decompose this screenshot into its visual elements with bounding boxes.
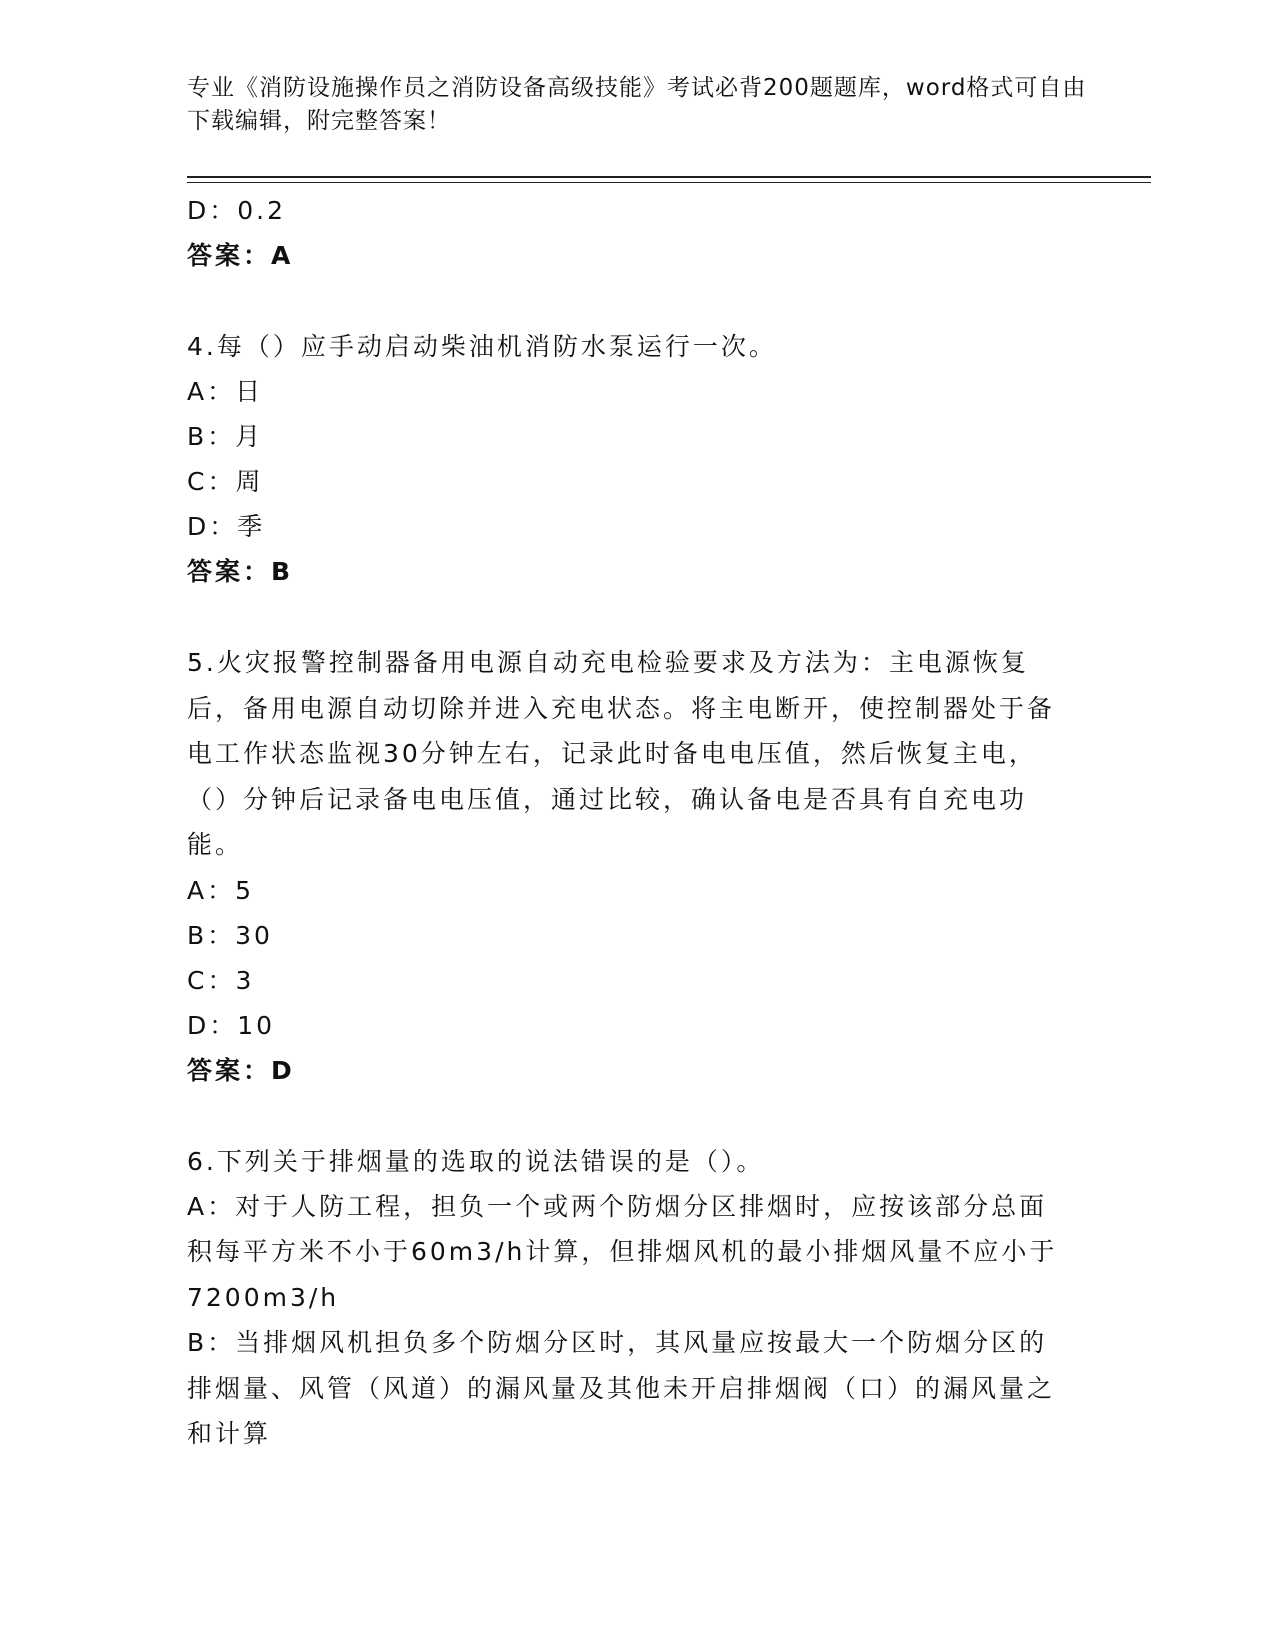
option-d: D：10 bbox=[187, 1010, 276, 1040]
option-b: B：当排烟风机担负多个防烟分区时，其风量应按最大一个防烟分区的排烟量、风管（风道）的漏风量及其他未开启排烟阀（口）的漏风量之和计算 bbox=[187, 1328, 1056, 1448]
option-c: C：周 bbox=[187, 467, 264, 496]
header-divider-thin bbox=[187, 182, 1151, 183]
option-a: A：对于人防工程，担负一个或两个防烟分区排烟时，应按该部分总面积每平方米不小于60m3/h计算，但排烟风机的最小排烟风量不应小于7200m3/h bbox=[187, 1191, 1058, 1312]
question-4 bbox=[187, 324, 1067, 594]
header-divider-thick bbox=[187, 176, 1151, 178]
spacer bbox=[187, 594, 1067, 640]
carryover-option-d: D：0.2 bbox=[187, 196, 287, 225]
question-stem: 4.每（）应手动启动柴油机消防水泵运行一次。 bbox=[187, 332, 777, 361]
question-5 bbox=[187, 640, 1067, 1093]
option-b: B：月 bbox=[187, 422, 264, 451]
page-header bbox=[187, 72, 1087, 138]
spacer bbox=[187, 278, 1067, 324]
carryover-answer: 答案：A bbox=[187, 241, 294, 270]
option-c: C：3 bbox=[187, 965, 255, 995]
header-text: 专业《消防设施操作员之消防设备高级技能》考试必背200题题库，word格式可自由下载编辑，附完整答案！ bbox=[187, 75, 1087, 134]
question-6 bbox=[187, 1139, 1067, 1457]
document-body bbox=[187, 188, 1067, 1457]
question-stem: 6.下列关于排烟量的选取的说法错误的是（）。 bbox=[187, 1146, 765, 1176]
option-a: A：日 bbox=[187, 377, 264, 406]
question-stem: 5.火灾报警控制器备用电源自动充电检验要求及方法为：主电源恢复后，备用电源自动切除并进入充电状态。将主电断开，使控制器处于备电工作状态监视30分钟左右，记录此时备电电压值，然后恢复主电，（）分钟后记录备电电压值，通过比较，确认备电是否具有自充电功能。 bbox=[187, 648, 1056, 859]
question-answer: 答案：B bbox=[187, 557, 294, 586]
option-a: A：5 bbox=[187, 875, 255, 905]
option-b: B：30 bbox=[187, 920, 273, 950]
spacer bbox=[187, 1093, 1067, 1139]
option-d: D：季 bbox=[187, 512, 266, 541]
question-answer: 答案：D bbox=[187, 1055, 295, 1085]
